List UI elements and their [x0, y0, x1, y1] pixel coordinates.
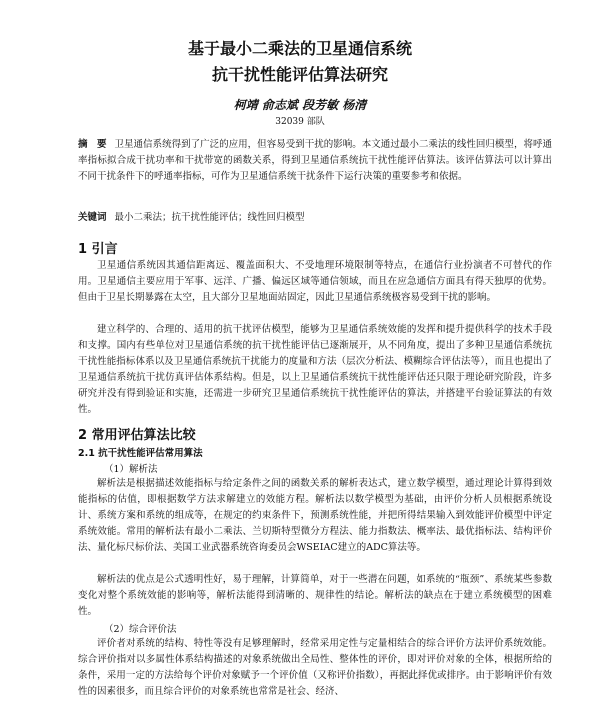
abstract-block [78, 137, 552, 185]
abstract-label: 摘 要 [78, 139, 107, 150]
section-1-paragraph-1: 卫星通信系统因其通信距离远、覆盖面积大、不受地理环境限制等特点，在通信行业扮演者不可替代的作用。卫星通信主要应用于军事、远洋、广播、偏远区域等通信领域，而且在应急通信方面具有得天独厚的优势。但由于卫星长期暴露在太空，且大部分卫星地面站固定，因此卫星通信系统极容易受到干扰的影响。 [78, 260, 552, 303]
section-1-paragraph-2: 建立科学的、合理的、适用的抗干扰评估模型，能够为卫星通信系统效能的发挥和提升提供科学的技术手段和支撑。国内有些单位对卫星通信系统的抗干扰性能评估已逐渐展开，从不同角度，提出了多种卫星通信系统抗干扰性能指标体系以及卫星通信系统抗干扰能力的度量和方法（层次分析法、模糊综合评估法等），而且也提出了卫星通信系统抗干扰仿真评估体系结构。但是，以上卫星通信系统抗干扰性能评估还只限于理论研究阶段，许多研究并没有得到验证和实施，还需进一步研究卫星通信系统抗干扰性能评估的算法，并搭建平台验证算法的有效性。 [78, 324, 552, 415]
keywords-label: 关键词 [78, 212, 107, 223]
affiliation: 32039 部队 [275, 117, 325, 127]
author-list: 柯靖 俞志斌 段芳敏 杨清 [233, 98, 367, 112]
section-2-1-paragraph-2: 解析法的优点是公式透明性好，易于理解，计算简单，对于一些潜在问题，如系统的“瓶颈”、系统某些参数变化对整个系统效能的影响等，解析法能得到清晰的、规律性的结论。解析法的缺点在于建立系统模型的困难性。 [78, 574, 552, 617]
section-2-1-heading: 2.1 抗干扰性能评估常用算法 [78, 448, 203, 459]
section-1-heading: 1 引言 [78, 242, 118, 257]
section-2-1-paragraph-3: 评价者对系统的结构、特性等没有足够理解时，经常采用定性与定量相结合的综合评价方法评价系统效能。综合评价指对以多属性体系结构描述的对象系统做出全局性、整体性的评价，即对评价对象的全体，根据所给的条件，采用一定的方法给每个评价对象赋予一个评价值（又称评价指数），再据此择优或排序。由于影响评价有效性的因素很多，而且综合评价的对象系统也常常是社会、经济、 [78, 638, 552, 697]
keywords-text: 最小二乘法；抗干扰性能评估；线性回归模型 [114, 212, 305, 223]
section-2-heading: 2 常用评估算法比较 [78, 428, 196, 443]
section-2-1-paragraph-1: 解析法是根据描述效能指标与给定条件之间的函数关系的解析表达式，建立数学模型，通过理论计算得到效能指标的估值，即根据数学方法求解建立的效能方程。解析法以数学模型为基础，由评价分析人员根据系统设计、系统方案和系统的组成等，在规定的约束条件下，预测系统性能，并把所得结果输入到效能评价模型中评定系统效能。常用的解析法有最小二乘法、兰切斯特型微分方程法、能力指数法、概率法、最优指标法、结构评价法、量化标尺标价法、美国工业武器系统咨询委员会WSEIAC建立的ADC算法等。 [78, 478, 552, 553]
method-1-title: （1）解析法 [104, 464, 158, 475]
method-2-title: （2）综合评价法 [104, 624, 177, 635]
keywords-block [78, 210, 552, 226]
abstract-text: 卫星通信系统得到了广泛的应用，但容易受到干扰的影响。本文通过最小二乘法的线性回归模型，将呼通率指标拟合成干扰功率和干扰带宽的函数关系，得到卫星通信系统抗干扰性能评估算法。该评估算法可以计算出不同干扰条件下的呼通率指标，可作为卫星通信系统干扰条件下运行决策的重要参考和依据。 [78, 139, 552, 182]
paper-title-line2: 抗干扰性能评估算法研究 [211, 65, 388, 84]
paper-title-line1: 基于最小二乘法的卫星通信系统 [187, 39, 412, 58]
